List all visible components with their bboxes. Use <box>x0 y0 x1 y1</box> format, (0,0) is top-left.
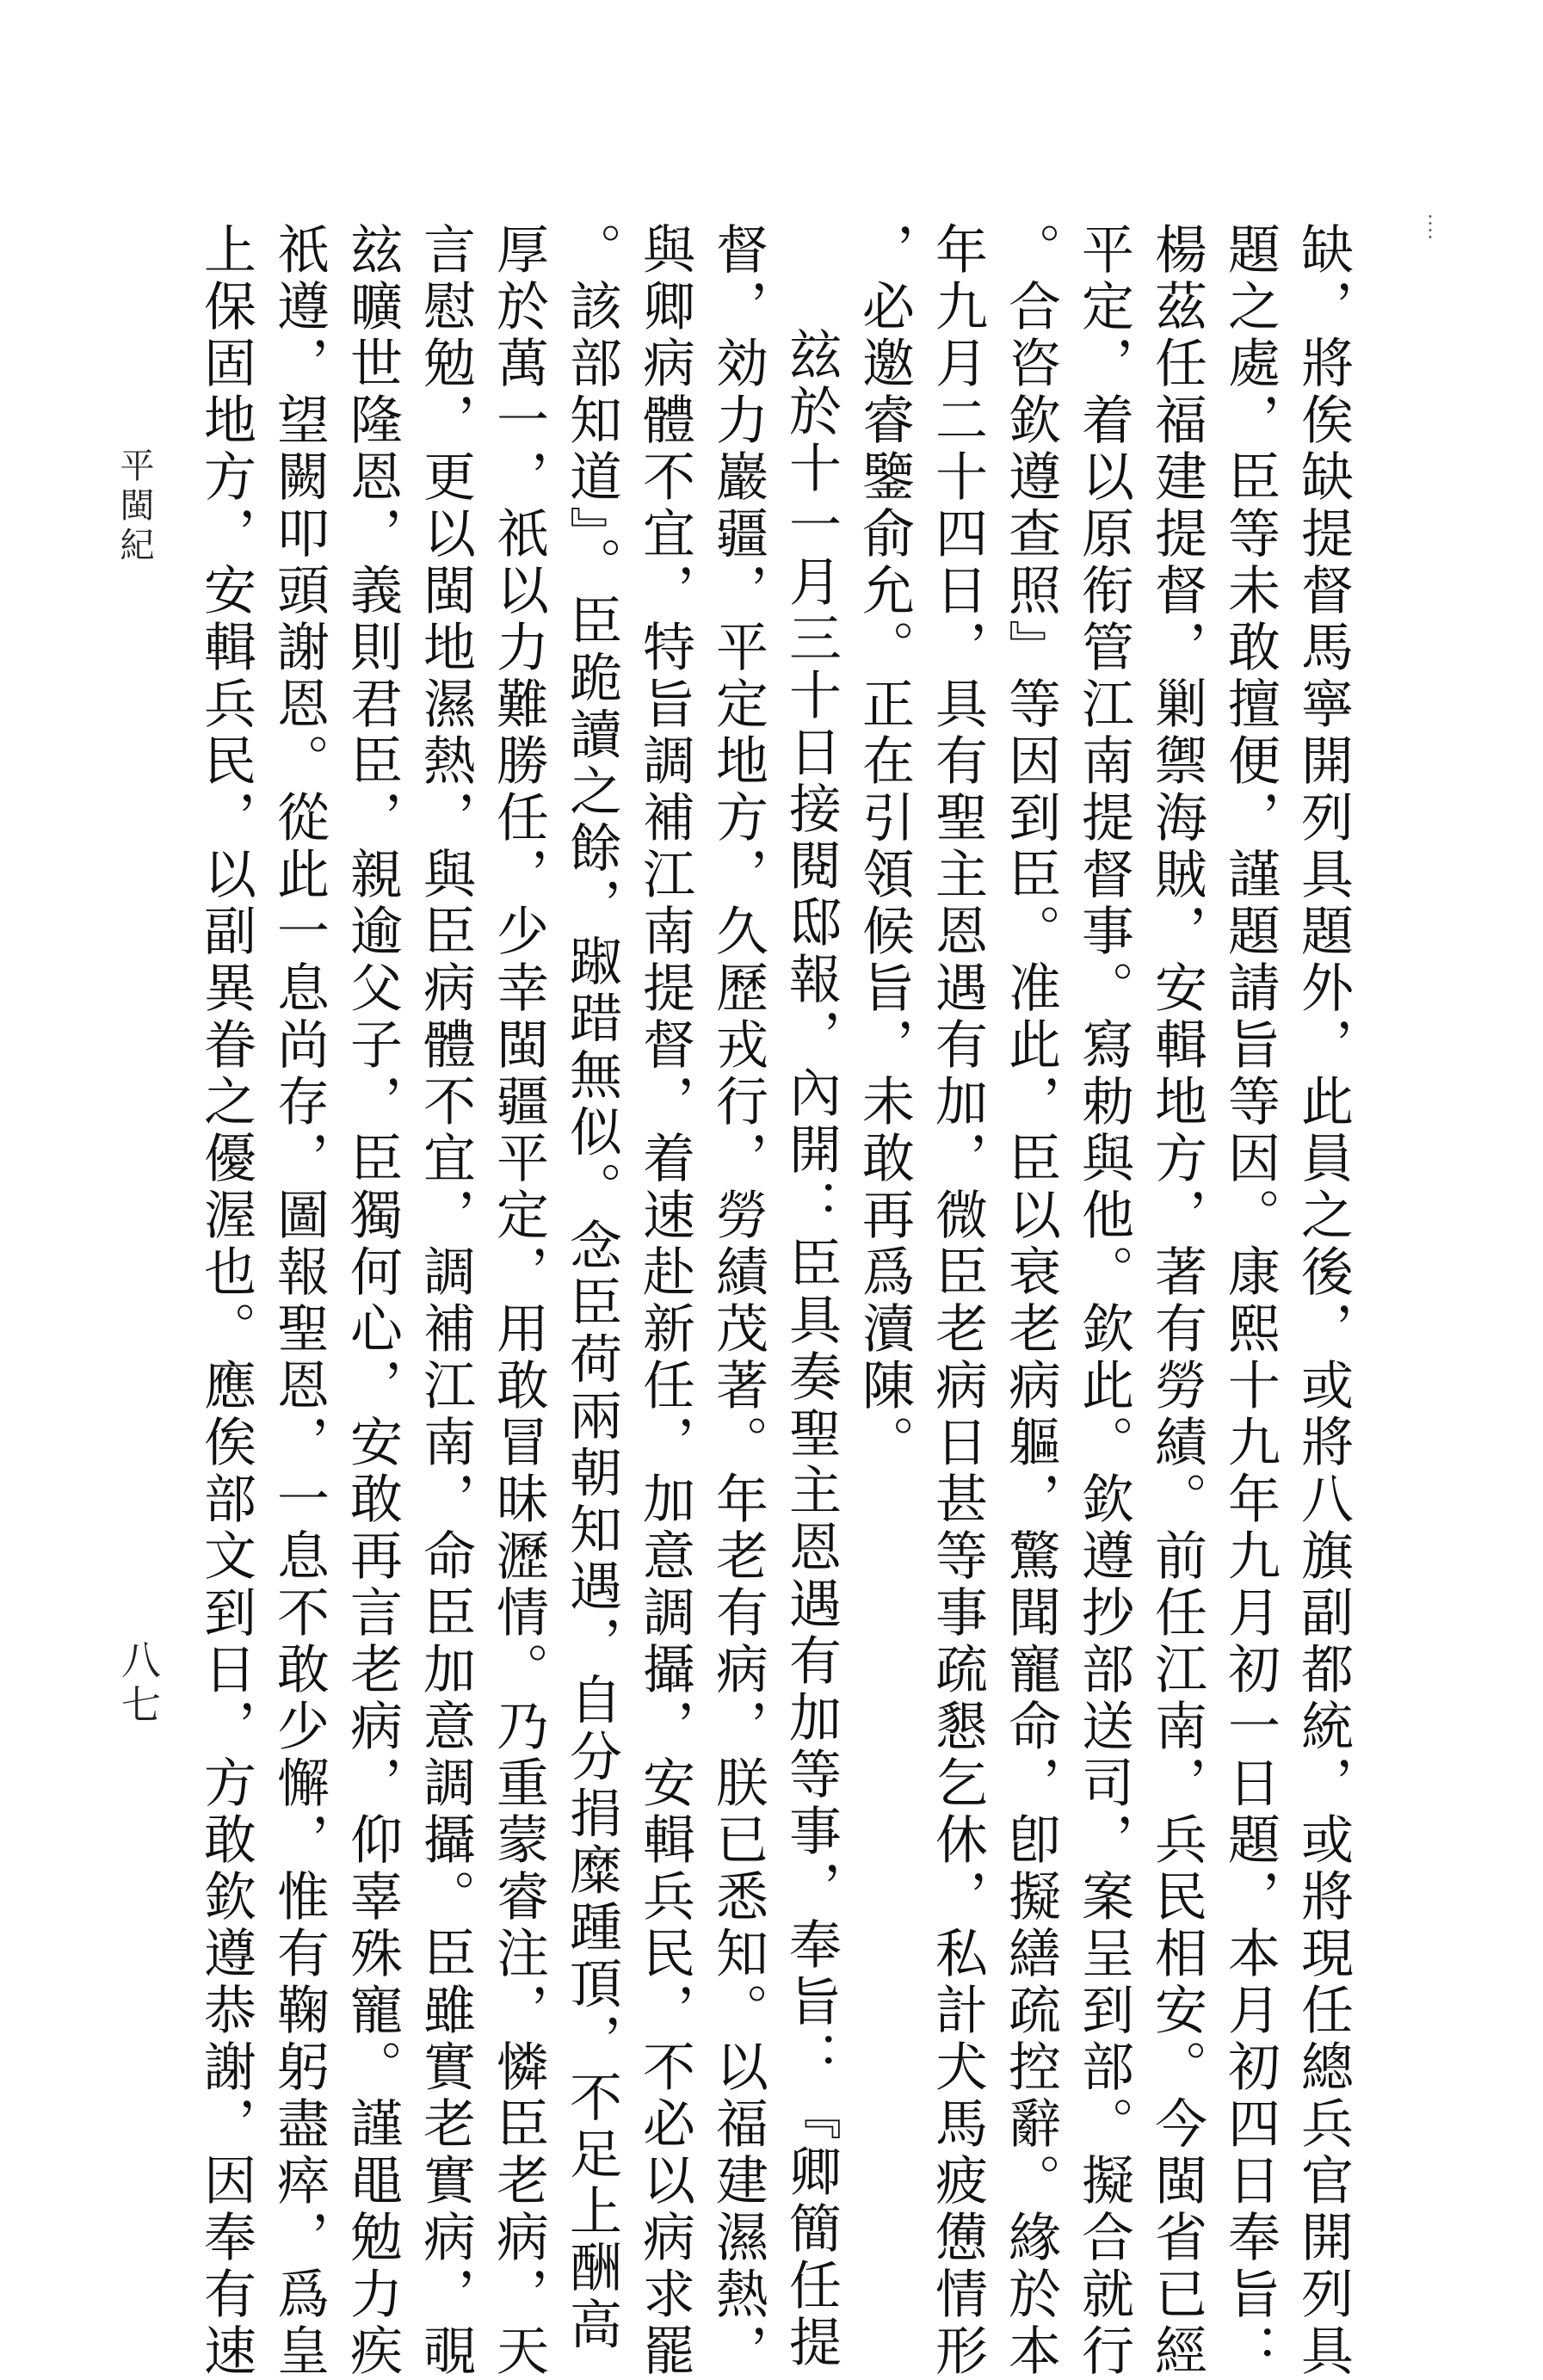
text-line: 厚於萬一，祇以力難勝任，少幸閩疆平定，用敢冒昧瀝情。乃重蒙睿注，憐臣老病，天 <box>488 222 549 2380</box>
text-line: 缺，將俟缺提督馬寧開列具題外，此員之後，或將八旗副都統，或將現任總兵官開列具 <box>1293 222 1354 2380</box>
text-line: 年九月二十四日，具有聖主恩遇有加，微臣老病日甚等事疏懇乞休，私計犬馬疲憊情形 <box>927 222 988 2380</box>
text-line-paragraph-start: 玆於十一月三十日接閱邸報，內開：臣具奏聖主恩遇有加等事，奉旨：『卿簡任提 <box>781 327 842 2371</box>
book-title: 平閩紀 <box>114 447 154 566</box>
text-line: 言慰勉，更以閩地濕熱，與臣病體不宜，調補江南，命臣加意調攝。臣雖實老實病，覗 <box>415 222 476 2380</box>
gutter-marks: ···· <box>1418 213 1440 241</box>
text-line: 題之處，臣等未敢擅便，謹題請旨等因。康熙十九年九月初一日題，本月初四日奉旨： <box>1219 222 1281 2380</box>
main-text-block <box>189 222 1360 2380</box>
text-line: 督，効力巖疆，平定地方，久歷戎行，勞績茂著。年老有病，朕已悉知。以福建濕熱， <box>707 222 768 2380</box>
text-line: ，必邀睿鑒俞允。正在引領候旨，未敢再爲瀆陳。 <box>854 222 915 1471</box>
text-line: 。合咨欽遵查照』等因到臣。准此，臣以衰老病軀，驚聞寵命，卽擬繕疏控辭。緣於本 <box>1000 222 1061 2380</box>
text-line: 玆曠世隆恩，義則君臣，親逾父子，臣獨何心，安敢再言老病，仰辜殊寵。謹黽勉力疾 <box>342 222 403 2380</box>
page-number: 八七 <box>115 1639 162 1729</box>
text-line: 與卿病體不宜，特旨調補江南提督，着速赴新任，加意調攝，安輯兵民，不必以病求罷 <box>634 222 695 2380</box>
text-line: 平定，着以原衔管江南提督事。寫勅與他。欽此。欽遵抄部送司，案呈到部。擬合就行 <box>1073 222 1134 2380</box>
text-line: 上保固地方，安輯兵民，以副異眷之優渥也。應俟部文到日，方敢欽遵恭謝，因奉有速 <box>195 222 256 2380</box>
text-line: 。該部知道』。臣跪讀之餘，踧踖無似。念臣荷兩朝知遇，自分捐糜踵頂，不足上酬高 <box>561 222 622 2354</box>
text-line: 祇遵，望闕叩頭謝恩。從此一息尚存，圖報聖恩，一息不敢少懈，惟有鞠躬盡瘁，爲皇 <box>268 222 330 2380</box>
text-line: 楊茲任福建提督，剿禦海賊，安輯地方，著有勞績。前任江南，兵民相安。今閩省已經 <box>1146 222 1207 2380</box>
